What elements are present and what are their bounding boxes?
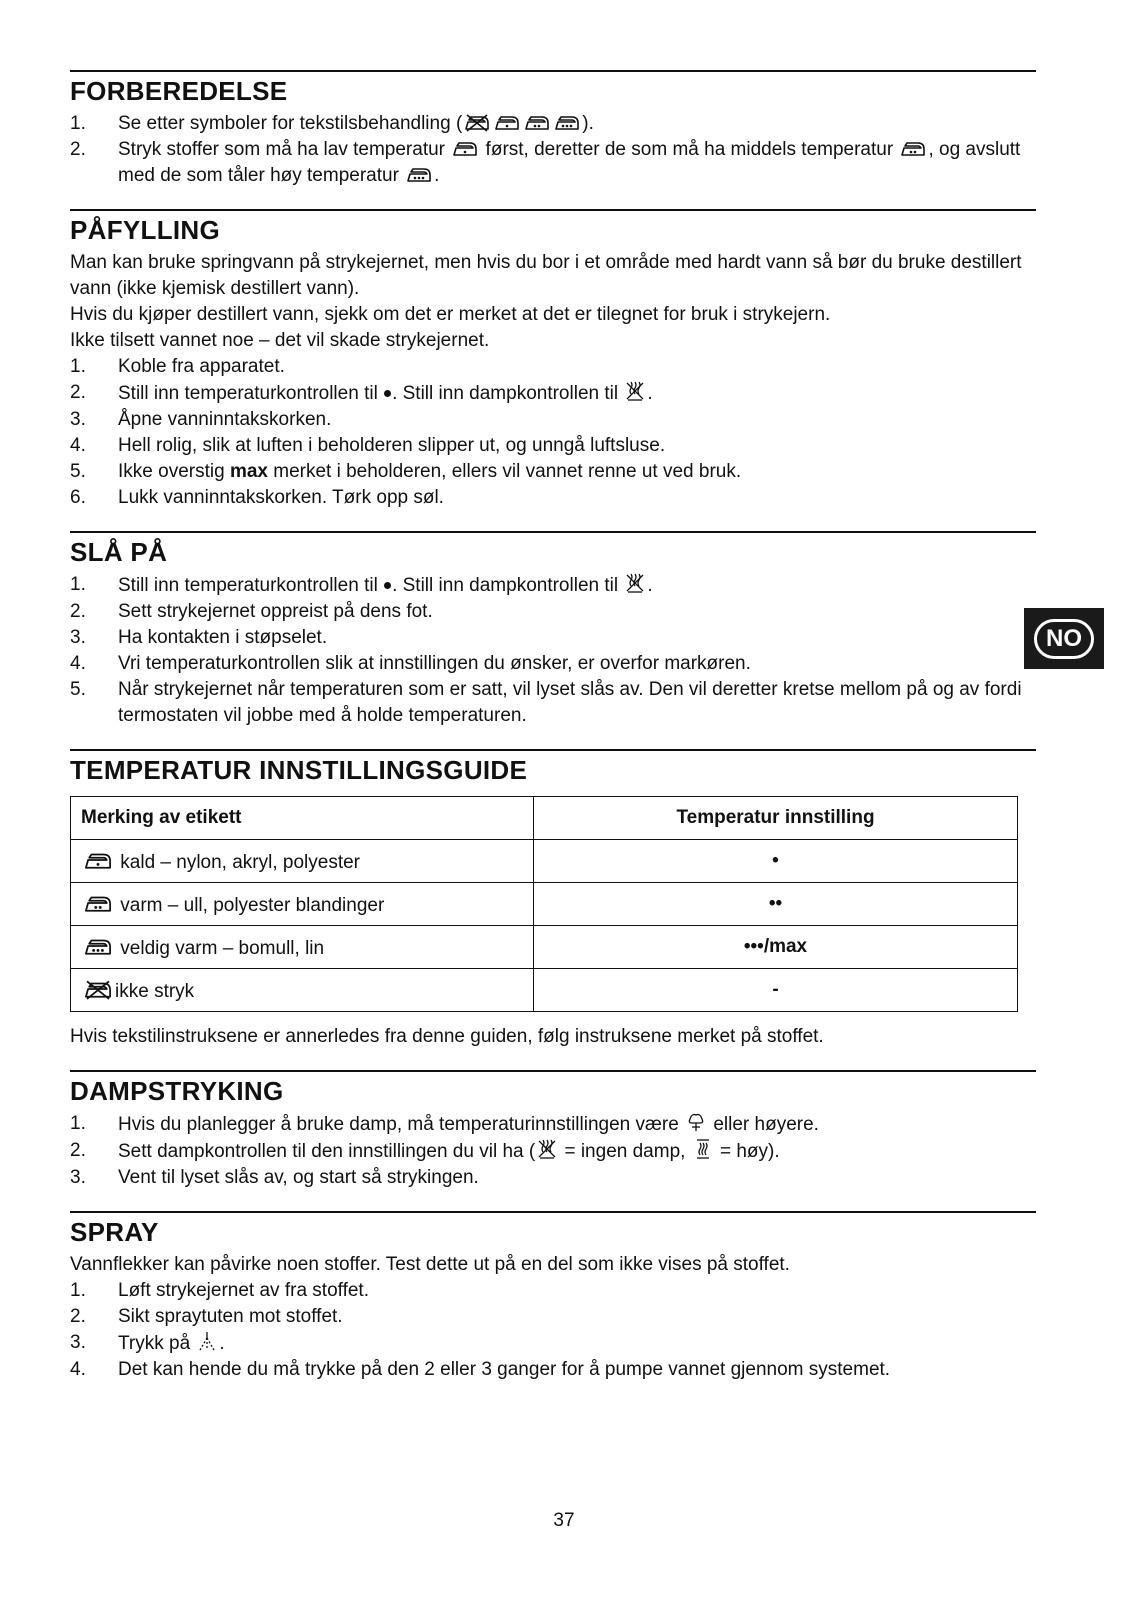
iron-one-dot-icon	[83, 849, 113, 871]
section-title: FORBEREDELSE	[70, 76, 288, 106]
list-item: 1. Se etter symboler for tekstilsbehandling ( ).	[70, 113, 594, 134]
list-item: 3. Ha kontakten i støpselet.	[70, 627, 328, 648]
iron-three-dots-icon	[406, 164, 432, 184]
iron-two-dots-icon	[524, 112, 550, 132]
section-title: DAMPSTRYKING	[70, 1076, 284, 1106]
row-setting: •	[534, 840, 1018, 883]
list-item: 2. Sett dampkontrollen til den innstillingen du vil ha ( = ingen damp, = høy).	[70, 1140, 780, 1162]
no-steam-icon	[625, 380, 645, 402]
iron-three-dots-icon	[83, 935, 113, 957]
list-item: 6. Lukk vanninntakskorken. Tørk opp søl.	[70, 487, 444, 508]
step-list	[70, 1111, 1036, 1191]
no-steam-icon	[625, 572, 645, 594]
spray-icon	[197, 1330, 217, 1352]
section-divider	[70, 1070, 1036, 1072]
section-divider	[70, 749, 1036, 751]
step-list	[70, 354, 1036, 511]
section-pafylling	[70, 209, 1036, 511]
language-badge: NO	[1034, 619, 1094, 659]
column-header: Temperatur innstilling	[534, 797, 1018, 840]
dot-icon	[384, 390, 391, 397]
table-row	[71, 969, 1018, 1012]
list-item: 2. Sikt spraytuten mot stoffet.	[70, 1306, 343, 1327]
temperature-table	[70, 796, 1018, 1012]
paragraph: Man kan bruke springvann på strykejernet, men hvis du bor i et område med hardt vann så bør du bruke destillert vann (ikke kjemisk destillert vann).	[70, 252, 1022, 299]
list-item: 4. Det kan hende du må trykke på den 2 eller 3 ganger for å pumpe vannet gjennom systemet.	[70, 1359, 891, 1380]
no-steam-icon	[537, 1138, 557, 1160]
section-divider	[70, 1211, 1036, 1213]
table-row	[71, 883, 1018, 926]
row-label: veldig varm – bomull, lin	[120, 937, 325, 959]
row-label: kald – nylon, akryl, polyester	[120, 851, 361, 873]
guide-note: Hvis tekstilinstruksene er annerledes fra denne guiden, følg instruksene merket på stoffet.	[70, 1026, 824, 1047]
section-spray	[70, 1211, 1036, 1383]
table-header-row	[71, 797, 1018, 840]
list-item: 3. Åpne vanninntakskorken.	[70, 409, 332, 430]
row-setting: -	[534, 969, 1018, 1012]
steam-minimum-icon	[686, 1111, 706, 1133]
iron-one-dot-icon	[452, 138, 478, 158]
section-title: SPRAY	[70, 1217, 159, 1247]
iron-three-dots-icon	[554, 112, 580, 132]
dot-icon	[384, 582, 391, 589]
manual-page	[70, 70, 1036, 1403]
column-header: Merking av etikett	[71, 797, 534, 840]
table-row	[71, 926, 1018, 969]
list-item: 5. Når strykejernet når temperaturen som er satt, vil lyset slås av. Den vil deretter kretse mellom på og av fordi termostaten vil jobbe med å holde temperaturen.	[70, 679, 1022, 726]
row-setting: •••/max	[534, 926, 1018, 969]
row-label: ikke stryk	[115, 980, 195, 1002]
step-list	[70, 1278, 1036, 1383]
list-item: 1. Koble fra apparatet.	[70, 356, 285, 377]
do-not-iron-icon	[83, 978, 113, 1000]
section-forberedelse	[70, 70, 1036, 189]
list-item: 1. Still inn temperaturkontrollen til . Still inn dampkontrollen til .	[70, 574, 653, 596]
high-steam-icon	[693, 1138, 713, 1160]
list-item: 2. Stryk stoffer som må ha lav temperatur først, deretter de som må ha middels temperatur , og avslutt med de som tåler høy temperatur .	[70, 139, 1021, 186]
page-number: 37	[553, 1510, 575, 1531]
list-item: 4. Vri temperaturkontrollen slik at innstillingen du ønsker, er overfor markøren.	[70, 653, 751, 674]
section-divider	[70, 209, 1036, 211]
list-item: 5. Ikke overstig max merket i beholderen, ellers vil vannet renne ut ved bruk.	[70, 461, 742, 482]
iron-two-dots-icon	[900, 138, 926, 158]
paragraph: Vannflekker kan påvirke noen stoffer. Test dette ut på en del som ikke vises på stoffet.	[70, 1254, 790, 1275]
do-not-iron-icon	[464, 112, 490, 132]
section-title: TEMPERATUR INNSTILLINGSGUIDE	[70, 755, 528, 785]
iron-one-dot-icon	[494, 112, 520, 132]
paragraph: Hvis du kjøper destillert vann, sjekk om det er merket at det er tilegnet for bruk i strykejern.	[70, 304, 831, 325]
list-item: 1. Hvis du planlegger å bruke damp, må temperaturinnstillingen være eller høyere.	[70, 1113, 819, 1135]
list-item: 2. Still inn temperaturkontrollen til . Still inn dampkontrollen til .	[70, 382, 653, 404]
section-title: PÅFYLLING	[70, 215, 221, 245]
table-row	[71, 840, 1018, 883]
iron-two-dots-icon	[83, 892, 113, 914]
row-label: varm – ull, polyester blandinger	[120, 894, 385, 916]
section-title: SLÅ PÅ	[70, 537, 168, 567]
list-item: 3. Trykk på .	[70, 1332, 225, 1354]
step-list	[70, 572, 1036, 729]
section-divider	[70, 70, 1036, 72]
section-temperature-guide	[70, 749, 1036, 1050]
list-item: 1. Løft strykejernet av fra stoffet.	[70, 1280, 369, 1301]
list-item: 4. Hell rolig, slik at luften i beholderen slipper ut, og unngå luftsluse.	[70, 435, 666, 456]
list-item: 3. Vent til lyset slås av, og start så strykingen.	[70, 1167, 479, 1188]
section-divider	[70, 531, 1036, 533]
list-item: 2. Sett strykejernet oppreist på dens fot.	[70, 601, 433, 622]
section-dampstryking	[70, 1070, 1036, 1191]
paragraph: Ikke tilsett vannet noe – det vil skade strykejernet.	[70, 330, 490, 351]
row-setting: ••	[534, 883, 1018, 926]
step-list	[70, 111, 1036, 189]
section-sla-pa	[70, 531, 1036, 729]
language-tab	[1024, 608, 1104, 669]
